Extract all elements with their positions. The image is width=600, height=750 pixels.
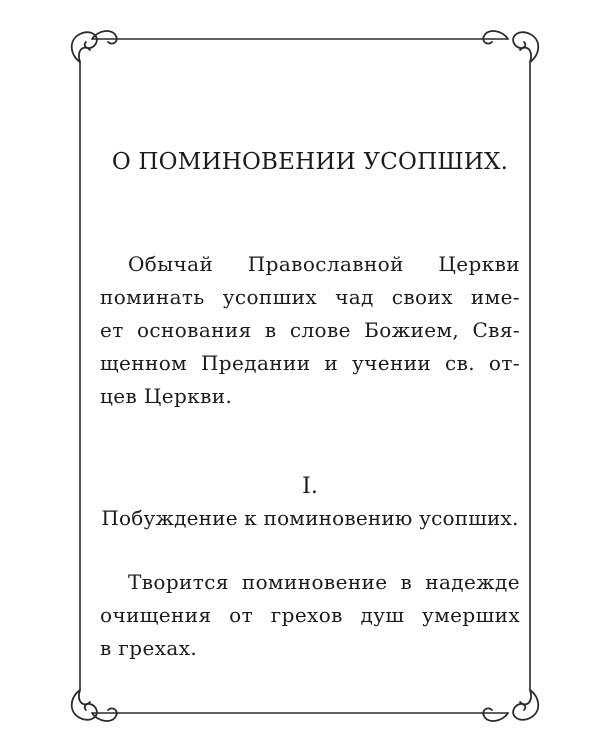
corner-ornament-bottom-right: [483, 690, 538, 721]
section-line: очищения от грехов душ умерших: [100, 603, 520, 627]
intro-line: ет основания в слове Божием, Свя-: [100, 318, 520, 342]
corner-ornament-top-left: [72, 31, 117, 62]
section-heading: Побуждение к поминовению усопших.: [101, 506, 519, 530]
corner-ornament-bottom-left: [72, 690, 117, 721]
page-title: О ПОМИНОВЕНИИ УСОПШИХ.: [111, 149, 509, 175]
intro-paragraph: [100, 248, 520, 413]
corner-ornament-top-right: [483, 31, 538, 62]
section-number: I.: [302, 474, 318, 499]
section-line: в грехах.: [100, 636, 198, 660]
intro-line: Обычай Православной Церкви: [128, 252, 520, 276]
intro-line: поминать усопших чад своих име-: [100, 285, 520, 309]
intro-line: цев Церкви.: [100, 384, 233, 408]
section-paragraph: [100, 566, 520, 665]
intro-line: щенном Предании и учении св. от-: [100, 351, 520, 375]
section-line: Творится поминовение в надежде: [128, 570, 520, 594]
